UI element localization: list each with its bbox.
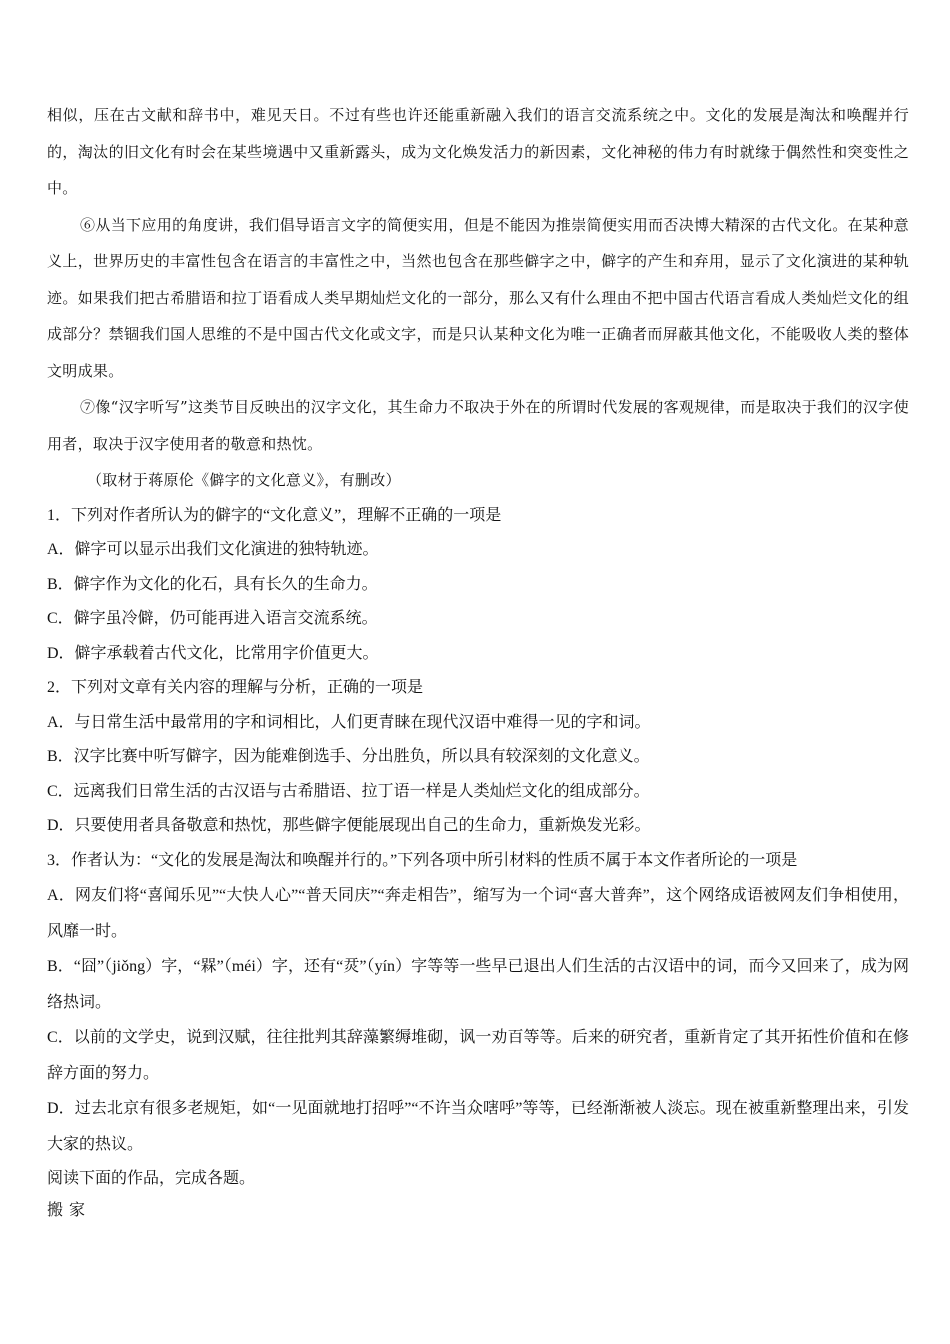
passage xyxy=(47,97,909,499)
next-section-instruction: 阅读下面的作品，完成各题。 xyxy=(47,1170,256,1187)
question-option: C．远离我们日常生活的古汉语与古希腊语、拉丁语一样是人类灿烂文化的组成部分。 xyxy=(47,782,650,800)
question-option: D．僻字承载着古代文化，比常用字价值更大。 xyxy=(47,644,379,662)
question-stem: 3．作者认为：“文化的发展是淘汰和唤醒并行的。”下列各项中所引材料的性质不属于本文作者所论的一项是 xyxy=(47,851,798,869)
passage-source: （取材于蒋原伦《僻字的文化意义》，有删改） xyxy=(87,471,401,489)
question-option: A．与日常生活中最常用的字和词相比，人们更青睐在现代汉语中难得一见的字和词。 xyxy=(47,713,651,731)
document-page xyxy=(47,97,909,1226)
question-option: D．过去北京有很多老规矩，如“一见面就地打招呼”“不许当众嗐呼”等等，已经渐渐被人淡忘。现在被重新整理出来，引发大家的热议。 xyxy=(47,1100,909,1153)
passage-paragraph-7: ⑦像“汉字听写”这类节目反映出的汉字文化，其生命力不取决于外在的所谓时代发展的客观规律，而是取决于我们的汉字使用者，取决于汉字使用者的敬意和热忱。 xyxy=(47,398,909,453)
question-option: C．僻字虽冷僻，仍可能再进入语言交流系统。 xyxy=(47,610,378,627)
question-option: D．只要使用者具备敬意和热忱，那些僻字便能展现出自己的生命力，重新焕发光彩。 xyxy=(47,817,651,834)
question-option: B．僻字作为文化的化石，具有长久的生命力。 xyxy=(47,575,378,593)
passage-paragraph-6: ⑥从当下应用的角度讲，我们倡导语言文字的简便实用，但是不能因为推崇简便实用而否决博大精深的古代文化。在某种意义上，世界历史的丰富性包含在语言的丰富性之中，当然也包含在那些僻字之中，僻字的产生和弃用，显示了文化演进的某种轨迹。如果我们把古希腊语和拉丁语看成人类早期灿烂文化的一部分，那么又有什么理由不把中国古代语言看成人类灿烂文化的组成部分？禁锢我们国人思维的不是中国古代文化或文字，而是只认某种文化为唯一正确者而屏蔽其他文化，不能吸收人类的整体文明成果。 xyxy=(47,215,909,380)
question-option: B．汉字比赛中听写僻字，因为能难倒选手、分出胜负，所以具有较深刻的文化意义。 xyxy=(47,748,650,765)
question-option: B．“囧”（jiǒng）字，“槑”（méi）字，还有“烎”（yín）字等等一些早已退出人们生活的古汉语中的词，而今又回来了，成为网络热词。 xyxy=(47,958,909,1011)
passage-paragraph-5-continued: 相似，压在古文献和辞书中，难见天日。不过有些也许还能重新融入我们的语言交流系统之中。文化的发展是淘汰和唤醒并行的，淘汰的旧文化有时会在某些境遇中又重新露头，成为文化焕发活力的新因素，文化神秘的伟力有时就缘于偶然性和突变性之中。 xyxy=(47,106,909,197)
question-stem: 1．下列对作者所认为的僻字的“文化意义”，理解不正确的一项是 xyxy=(47,506,502,524)
question-option: A．僻字可以显示出我们文化演进的独特轨迹。 xyxy=(47,541,379,558)
story-title: 搬家 xyxy=(47,1202,92,1219)
question-1 xyxy=(47,499,909,672)
question-stem: 2．下列对文章有关内容的理解与分析，正确的一项是 xyxy=(47,679,424,696)
question-3 xyxy=(47,844,909,1163)
question-2 xyxy=(47,671,909,844)
question-option: A．网友们将“喜闻乐见”“大快人心”“普天同庆”“奔走相告”，缩写为一个词“喜大普奔”，这个网络成语被网友们争相使用，风靡一时。 xyxy=(47,887,909,940)
question-option: C．以前的文学史，说到汉赋，往往批判其辞藻繁缛堆砌，讽一劝百等等。后来的研究者，重新肯定了其开拓性价值和在修辞方面的努力。 xyxy=(47,1029,909,1082)
